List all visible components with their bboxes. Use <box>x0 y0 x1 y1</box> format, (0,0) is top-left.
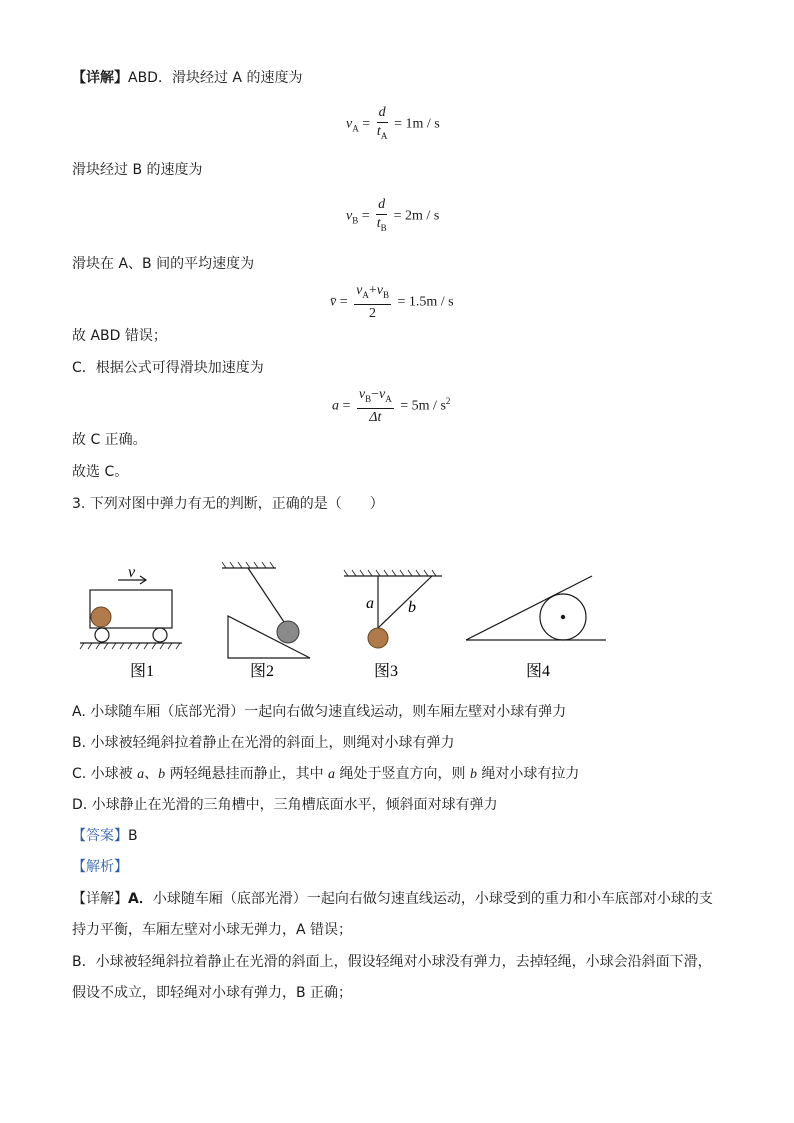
figure-4-trough <box>466 576 606 640</box>
detail-line-7: 故选 C。 <box>72 464 129 480</box>
detail-line-4: 故 ABD 错误； <box>72 328 167 344</box>
detail-tag: 【详解】 <box>72 70 128 86</box>
detail-line-6: 故 C 正确。 <box>72 432 147 448</box>
analysis-tag: 【解析】 <box>72 859 128 875</box>
figure-2-incline <box>222 562 310 658</box>
answer-tag: 【答案】 <box>72 828 128 844</box>
detail-line-5: C．根据公式可得滑块加速度为 <box>72 360 264 376</box>
answer-value: B <box>128 828 138 844</box>
option-c: C. 小球被 a、b 两轻绳悬挂而静止，其中 a 绳处于竖直方向，则 b 绳对小球有拉力 <box>72 766 580 782</box>
detail-line-1 <box>72 68 302 88</box>
option-d: D. 小球静止在光滑的三角槽中，三角槽底面水平，倾斜面对球有弹力 <box>72 797 498 813</box>
option-a: A. 小球随车厢（底部光滑）一起向右做匀速直线运动，则车厢左壁对小球有弹力 <box>72 704 567 720</box>
rope-a-label: a <box>366 595 374 612</box>
option-b: B. 小球被轻绳斜拉着静止在光滑的斜面上，则绳对小球有弹力 <box>72 735 455 751</box>
figure-3-ropes <box>344 570 442 628</box>
detail-line-3: 滑块在 A、B 间的平均速度为 <box>72 256 255 272</box>
figure-1-ball <box>91 607 111 627</box>
figure-1-label: 图1 <box>130 663 155 680</box>
figure-3-label: 图3 <box>374 663 399 680</box>
analysis-line-2: 持力平衡，车厢左壁对小球无弹力，A 错误； <box>72 922 353 938</box>
detail-line-2: 滑块经过 B 的速度为 <box>72 162 203 178</box>
figure-3-ball <box>368 628 388 648</box>
figure-4-label: 图4 <box>526 663 551 680</box>
formula-vA: $v_A$ = $\frac{d}{t_A}$ = 1m / s <box>346 105 440 141</box>
rope-b-label: b <box>408 599 416 616</box>
figure-2-ball <box>277 621 299 643</box>
detail-text: ABD．滑块经过 A 的速度为 <box>128 70 303 86</box>
velocity-label: v <box>128 564 136 581</box>
question-3-figures <box>78 560 618 685</box>
figure-2-label: 图2 <box>250 663 275 680</box>
formula-vavg: v̄ = $\frac{v_A+v_B}{2}$ = 1.5m / s <box>330 283 454 321</box>
question-3-stem: 3. 下列对图中弹力有无的判断，正确的是（ ） <box>72 496 384 512</box>
analysis-line-3: B．小球被轻绳斜拉着静止在光滑的斜面上，假设轻绳对小球没有弹力，去掉轻绳，小球会沿斜面下滑， <box>72 954 712 970</box>
formula-acc: a = $\frac{v_B-v_A}{\Delta t}$ = $5m / s^2$ <box>332 387 451 425</box>
analysis-line-1: 【详解】A．小球随车厢（底部光滑）一起向右做匀速直线运动，小球受到的重力和小车底部对小球的支 <box>72 891 713 907</box>
answer-line <box>72 826 138 846</box>
analysis-line-4: 假设不成立，即轻绳对小球有弹力，B 正确； <box>72 985 353 1001</box>
formula-vB: $v_B$ = $\frac{d}{t_B}$ = 2m / s <box>346 197 440 233</box>
